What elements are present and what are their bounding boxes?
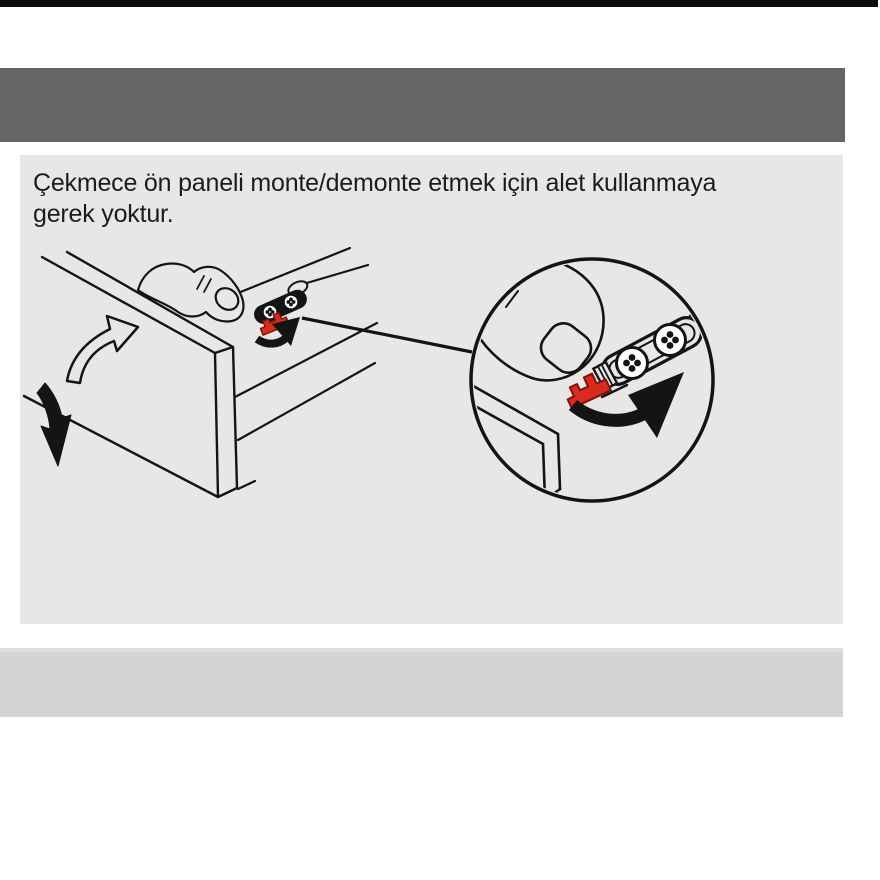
header-bar [0,68,845,142]
instruction-panel [20,155,843,624]
caption-line-2: gerek yoktur. [33,200,174,228]
caption-line-1: Çekmece ön paneli monte/demonte etmek için alet kullanmaya [33,169,717,197]
footer-bar [0,648,843,717]
caption [33,168,823,230]
top-black-bar [0,0,878,7]
finger-main [138,263,244,321]
leader-line [302,318,472,352]
